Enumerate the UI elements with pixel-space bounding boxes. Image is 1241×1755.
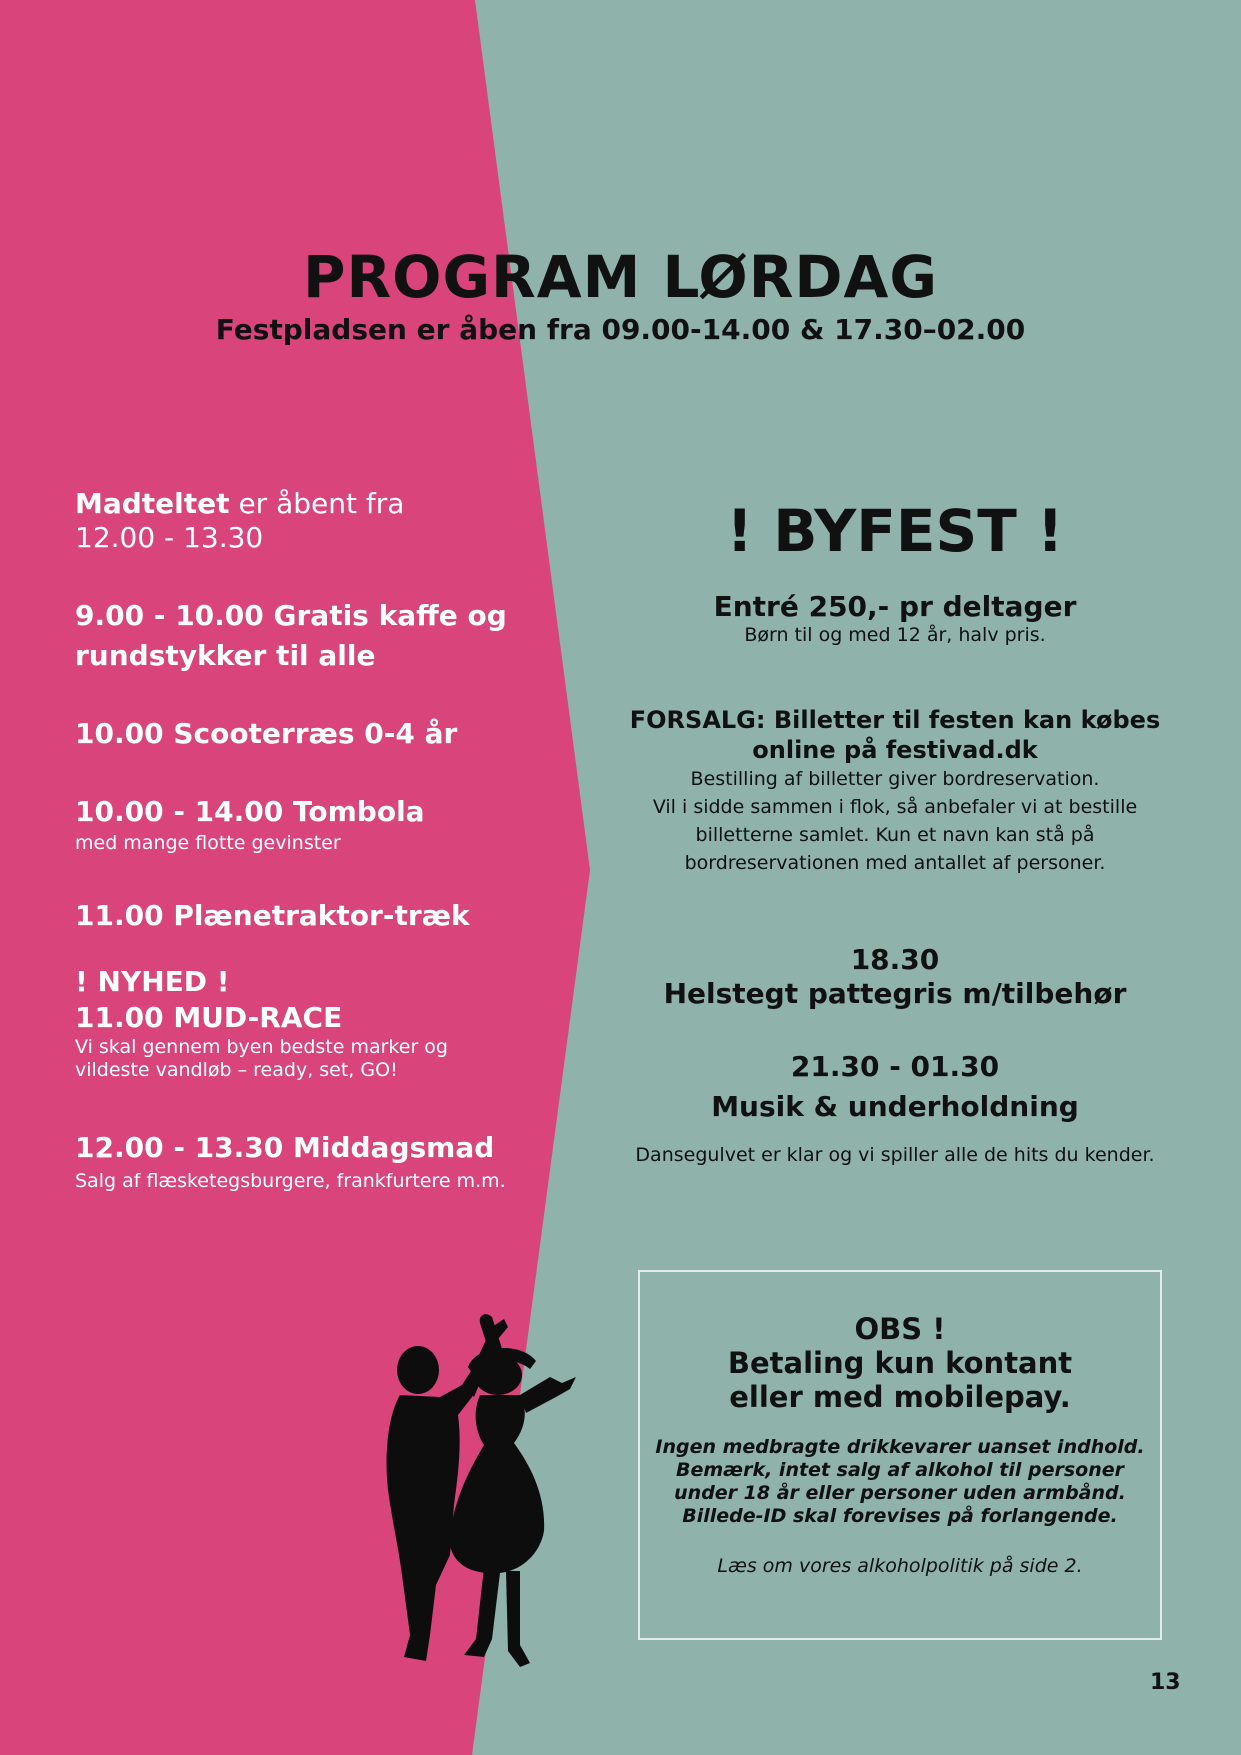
program-item-scooter	[75, 714, 535, 754]
program-item-title: 12.00 - 13.30 Middagsmad	[75, 1131, 495, 1164]
obs-heading	[638, 1312, 1162, 1414]
presale-title-cont: online på festivad.dk	[752, 736, 1038, 764]
obs-payment-cont: eller med mobilepay.	[729, 1380, 1071, 1414]
program-item-title-cont: rundstykker til alle	[75, 639, 376, 672]
presale-note: Bestilling af billetter giver bordreservation.	[690, 768, 1100, 790]
dancing-couple-silhouette	[380, 1305, 585, 1680]
food-tent-time: 12.00 - 13.30	[75, 521, 264, 554]
byfest-heading: ! BYFEST !	[726, 497, 1064, 565]
program-item-title: 11.00 Plænetraktor-træk	[75, 899, 470, 932]
program-item-tractor	[75, 896, 535, 936]
obs-note: Billede-ID skal forevises på forlangende.	[682, 1505, 1118, 1527]
dinner-title: Helstegt pattegris m/tilbehør	[663, 977, 1127, 1010]
music-info	[620, 1047, 1170, 1169]
presale-note: bordreservationen med antallet af personer.	[684, 852, 1106, 874]
obs-payment: Betaling kun kontant	[727, 1346, 1073, 1380]
dinner-info	[620, 943, 1170, 1011]
program-item-lunch	[75, 1128, 535, 1193]
music-time: 21.30 - 01.30	[790, 1050, 1000, 1083]
obs-note: Bemærk, intet salg af alkohol til personer	[676, 1459, 1124, 1481]
program-item-title: 10.00 Scooterræs 0-4 år	[75, 717, 458, 750]
program-item-title: 11.00 MUD-RACE	[75, 1001, 343, 1034]
obs-notes	[650, 1436, 1150, 1528]
presale-note: Vil i sidde sammen i flok, så anbefaler vi at bestille	[652, 796, 1138, 818]
program-item-note: vildeste vandløb – ready, set, GO!	[75, 1059, 398, 1081]
page-title: PROGRAM LØRDAG	[302, 243, 939, 311]
food-tent-hours	[75, 487, 535, 555]
program-item-note: med mange flotte gevinster	[75, 832, 341, 854]
program-item-mudrace	[75, 964, 535, 1082]
obs-note: Ingen medbragte drikkevarer uanset indhold.	[655, 1436, 1145, 1458]
presale-note: billetterne samlet. Kun et navn kan stå på	[695, 824, 1095, 846]
program-item-note: Vi skal gennem byen bedste marker og	[75, 1036, 448, 1058]
food-tent-label: Madteltet	[75, 487, 230, 520]
news-tag: ! NYHED !	[75, 965, 230, 998]
entry-note: Børn til og med 12 år, halv pris.	[744, 624, 1046, 646]
presale-info	[620, 705, 1170, 877]
obs-note: under 18 år eller personer uden armbånd.	[674, 1482, 1126, 1504]
program-item-title: 10.00 - 14.00 Tombola	[75, 795, 425, 828]
program-item-tombola	[75, 792, 535, 855]
obs-title: OBS !	[854, 1312, 946, 1346]
entry-price: Entré 250,- pr deltager	[713, 590, 1077, 623]
program-item-title: 9.00 - 10.00 Gratis kaffe og	[75, 599, 507, 632]
music-note: Dansegulvet er klar og vi spiller alle de hits du kender.	[635, 1144, 1155, 1166]
page-subtitle: Festpladsen er åben fra 09.00-14.00 & 17.30–02.00	[215, 313, 1026, 346]
music-title: Musik & underholdning	[711, 1090, 1079, 1123]
presale-title: FORSALG: Billetter til festen kan købes	[629, 706, 1161, 734]
page-number: 13	[1150, 1670, 1181, 1695]
dinner-time: 18.30	[850, 943, 940, 976]
program-item-note: Salg af flæsketegsburgere, frankfurtere m.m.	[75, 1170, 506, 1192]
program-item-coffee	[75, 596, 535, 676]
alcohol-policy-ref: Læs om vores alkoholpolitik på side 2.	[717, 1555, 1083, 1577]
food-tent-text: er åbent fra	[238, 487, 405, 520]
entry-info	[620, 590, 1170, 646]
